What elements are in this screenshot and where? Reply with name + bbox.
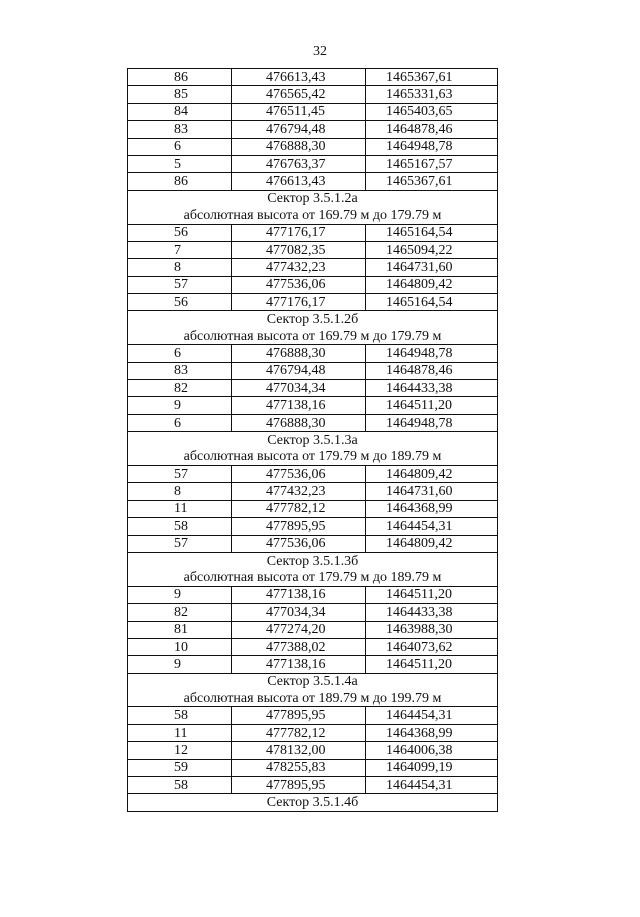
point-number: 11 xyxy=(128,724,232,741)
x-coordinate: 477895,95 xyxy=(232,777,366,794)
table-row xyxy=(128,500,498,517)
x-coordinate: 477138,16 xyxy=(232,586,366,603)
point-number: 56 xyxy=(128,224,232,241)
x-coordinate: 477138,16 xyxy=(232,397,366,414)
y-coordinate: 1464878,46 xyxy=(366,362,498,379)
y-coordinate: 1464006,38 xyxy=(366,742,498,759)
point-number: 57 xyxy=(128,276,232,293)
sector-title: Сектор 3.5.1.3а xyxy=(128,432,498,449)
y-coordinate: 1464948,78 xyxy=(366,414,498,431)
coordinates-table xyxy=(127,68,498,812)
sector-title-row xyxy=(128,673,498,690)
y-coordinate: 1464809,42 xyxy=(366,465,498,482)
y-coordinate: 1465094,22 xyxy=(366,241,498,258)
table-row xyxy=(128,380,498,397)
sector-title-row xyxy=(128,552,498,569)
sector-title-row xyxy=(128,311,498,328)
y-coordinate: 1464454,31 xyxy=(366,777,498,794)
point-number: 8 xyxy=(128,259,232,276)
point-number: 7 xyxy=(128,241,232,258)
sector-title: Сектор 3.5.1.4а xyxy=(128,673,498,690)
altitude-range-row xyxy=(128,328,498,345)
y-coordinate: 1465331,63 xyxy=(366,86,498,103)
y-coordinate: 1464948,78 xyxy=(366,138,498,155)
x-coordinate: 477034,34 xyxy=(232,604,366,621)
y-coordinate: 1464433,38 xyxy=(366,604,498,621)
point-number: 9 xyxy=(128,397,232,414)
point-number: 85 xyxy=(128,86,232,103)
point-number: 12 xyxy=(128,742,232,759)
table-row xyxy=(128,224,498,241)
sector-title-row xyxy=(128,432,498,449)
point-number: 58 xyxy=(128,707,232,724)
x-coordinate: 477782,12 xyxy=(232,724,366,741)
point-number: 5 xyxy=(128,155,232,172)
point-number: 6 xyxy=(128,138,232,155)
point-number: 82 xyxy=(128,604,232,621)
table-row xyxy=(128,397,498,414)
y-coordinate: 1464731,60 xyxy=(366,483,498,500)
x-coordinate: 478255,83 xyxy=(232,759,366,776)
point-number: 83 xyxy=(128,362,232,379)
x-coordinate: 476763,37 xyxy=(232,155,366,172)
table-row xyxy=(128,707,498,724)
table-row xyxy=(128,724,498,741)
table-row xyxy=(128,535,498,552)
x-coordinate: 477536,06 xyxy=(232,465,366,482)
x-coordinate: 477138,16 xyxy=(232,656,366,673)
y-coordinate: 1464454,31 xyxy=(366,518,498,535)
sector-title-row xyxy=(128,190,498,207)
x-coordinate: 477176,17 xyxy=(232,224,366,241)
y-coordinate: 1464731,60 xyxy=(366,259,498,276)
table-row xyxy=(128,294,498,311)
x-coordinate: 477536,06 xyxy=(232,276,366,293)
table-row xyxy=(128,414,498,431)
point-number: 83 xyxy=(128,121,232,138)
table-row xyxy=(128,656,498,673)
x-coordinate: 477034,34 xyxy=(232,380,366,397)
sector-title: Сектор 3.5.1.4б xyxy=(128,794,498,811)
x-coordinate: 477082,35 xyxy=(232,241,366,258)
x-coordinate: 477895,95 xyxy=(232,518,366,535)
x-coordinate: 476888,30 xyxy=(232,138,366,155)
y-coordinate: 1464809,42 xyxy=(366,276,498,293)
altitude-range: абсолютная высота от 179.79 м до 189.79 м xyxy=(128,449,498,466)
table-row xyxy=(128,483,498,500)
point-number: 58 xyxy=(128,518,232,535)
table-row xyxy=(128,173,498,190)
point-number: 11 xyxy=(128,500,232,517)
table-row xyxy=(128,362,498,379)
y-coordinate: 1464454,31 xyxy=(366,707,498,724)
point-number: 86 xyxy=(128,173,232,190)
altitude-range: абсолютная высота от 169.79 м до 179.79 м xyxy=(128,207,498,224)
x-coordinate: 476565,42 xyxy=(232,86,366,103)
point-number: 57 xyxy=(128,465,232,482)
point-number: 81 xyxy=(128,621,232,638)
sector-title-row xyxy=(128,794,498,811)
x-coordinate: 476888,30 xyxy=(232,345,366,362)
x-coordinate: 476794,48 xyxy=(232,362,366,379)
point-number: 58 xyxy=(128,777,232,794)
y-coordinate: 1464368,99 xyxy=(366,724,498,741)
point-number: 9 xyxy=(128,586,232,603)
sector-title: Сектор 3.5.1.2а xyxy=(128,190,498,207)
y-coordinate: 1465367,61 xyxy=(366,69,498,86)
coordinates-table-body xyxy=(128,69,498,812)
altitude-range: абсолютная высота от 189.79 м до 199.79 м xyxy=(128,690,498,707)
y-coordinate: 1465403,65 xyxy=(366,103,498,120)
table-row xyxy=(128,259,498,276)
y-coordinate: 1463988,30 xyxy=(366,621,498,638)
y-coordinate: 1464511,20 xyxy=(366,586,498,603)
x-coordinate: 477895,95 xyxy=(232,707,366,724)
altitude-range-row xyxy=(128,207,498,224)
table-row xyxy=(128,586,498,603)
y-coordinate: 1465164,54 xyxy=(366,224,498,241)
table-row xyxy=(128,276,498,293)
table-row xyxy=(128,69,498,86)
altitude-range: абсолютная высота от 179.79 м до 189.79 м xyxy=(128,569,498,586)
altitude-range-row xyxy=(128,690,498,707)
table-row xyxy=(128,138,498,155)
table-row xyxy=(128,621,498,638)
y-coordinate: 1464511,20 xyxy=(366,397,498,414)
y-coordinate: 1464099,19 xyxy=(366,759,498,776)
x-coordinate: 477274,20 xyxy=(232,621,366,638)
x-coordinate: 478132,00 xyxy=(232,742,366,759)
sector-title: Сектор 3.5.1.3б xyxy=(128,552,498,569)
y-coordinate: 1464511,20 xyxy=(366,656,498,673)
x-coordinate: 476794,48 xyxy=(232,121,366,138)
point-number: 10 xyxy=(128,638,232,655)
table-row xyxy=(128,759,498,776)
table-row xyxy=(128,241,498,258)
x-coordinate: 477432,23 xyxy=(232,483,366,500)
point-number: 6 xyxy=(128,414,232,431)
point-number: 8 xyxy=(128,483,232,500)
table-row xyxy=(128,86,498,103)
x-coordinate: 476613,43 xyxy=(232,69,366,86)
sector-title: Сектор 3.5.1.2б xyxy=(128,311,498,328)
point-number: 86 xyxy=(128,69,232,86)
point-number: 56 xyxy=(128,294,232,311)
y-coordinate: 1465167,57 xyxy=(366,155,498,172)
table-row xyxy=(128,103,498,120)
x-coordinate: 477782,12 xyxy=(232,500,366,517)
table-row xyxy=(128,604,498,621)
table-row xyxy=(128,742,498,759)
table-row xyxy=(128,345,498,362)
table-row xyxy=(128,638,498,655)
altitude-range-row xyxy=(128,449,498,466)
x-coordinate: 476613,43 xyxy=(232,173,366,190)
point-number: 9 xyxy=(128,656,232,673)
y-coordinate: 1464073,62 xyxy=(366,638,498,655)
table-row xyxy=(128,518,498,535)
altitude-range-row xyxy=(128,569,498,586)
x-coordinate: 476511,45 xyxy=(232,103,366,120)
altitude-range: абсолютная высота от 169.79 м до 179.79 м xyxy=(128,328,498,345)
point-number: 6 xyxy=(128,345,232,362)
y-coordinate: 1464433,38 xyxy=(366,380,498,397)
point-number: 57 xyxy=(128,535,232,552)
y-coordinate: 1464948,78 xyxy=(366,345,498,362)
table-row xyxy=(128,155,498,172)
x-coordinate: 477536,06 xyxy=(232,535,366,552)
x-coordinate: 477176,17 xyxy=(232,294,366,311)
page-number: 32 xyxy=(313,44,327,59)
y-coordinate: 1465367,61 xyxy=(366,173,498,190)
point-number: 84 xyxy=(128,103,232,120)
point-number: 59 xyxy=(128,759,232,776)
table-row xyxy=(128,777,498,794)
x-coordinate: 477388,02 xyxy=(232,638,366,655)
y-coordinate: 1465164,54 xyxy=(366,294,498,311)
point-number: 82 xyxy=(128,380,232,397)
y-coordinate: 1464809,42 xyxy=(366,535,498,552)
table-row xyxy=(128,121,498,138)
y-coordinate: 1464368,99 xyxy=(366,500,498,517)
x-coordinate: 477432,23 xyxy=(232,259,366,276)
x-coordinate: 476888,30 xyxy=(232,414,366,431)
table-row xyxy=(128,465,498,482)
y-coordinate: 1464878,46 xyxy=(366,121,498,138)
